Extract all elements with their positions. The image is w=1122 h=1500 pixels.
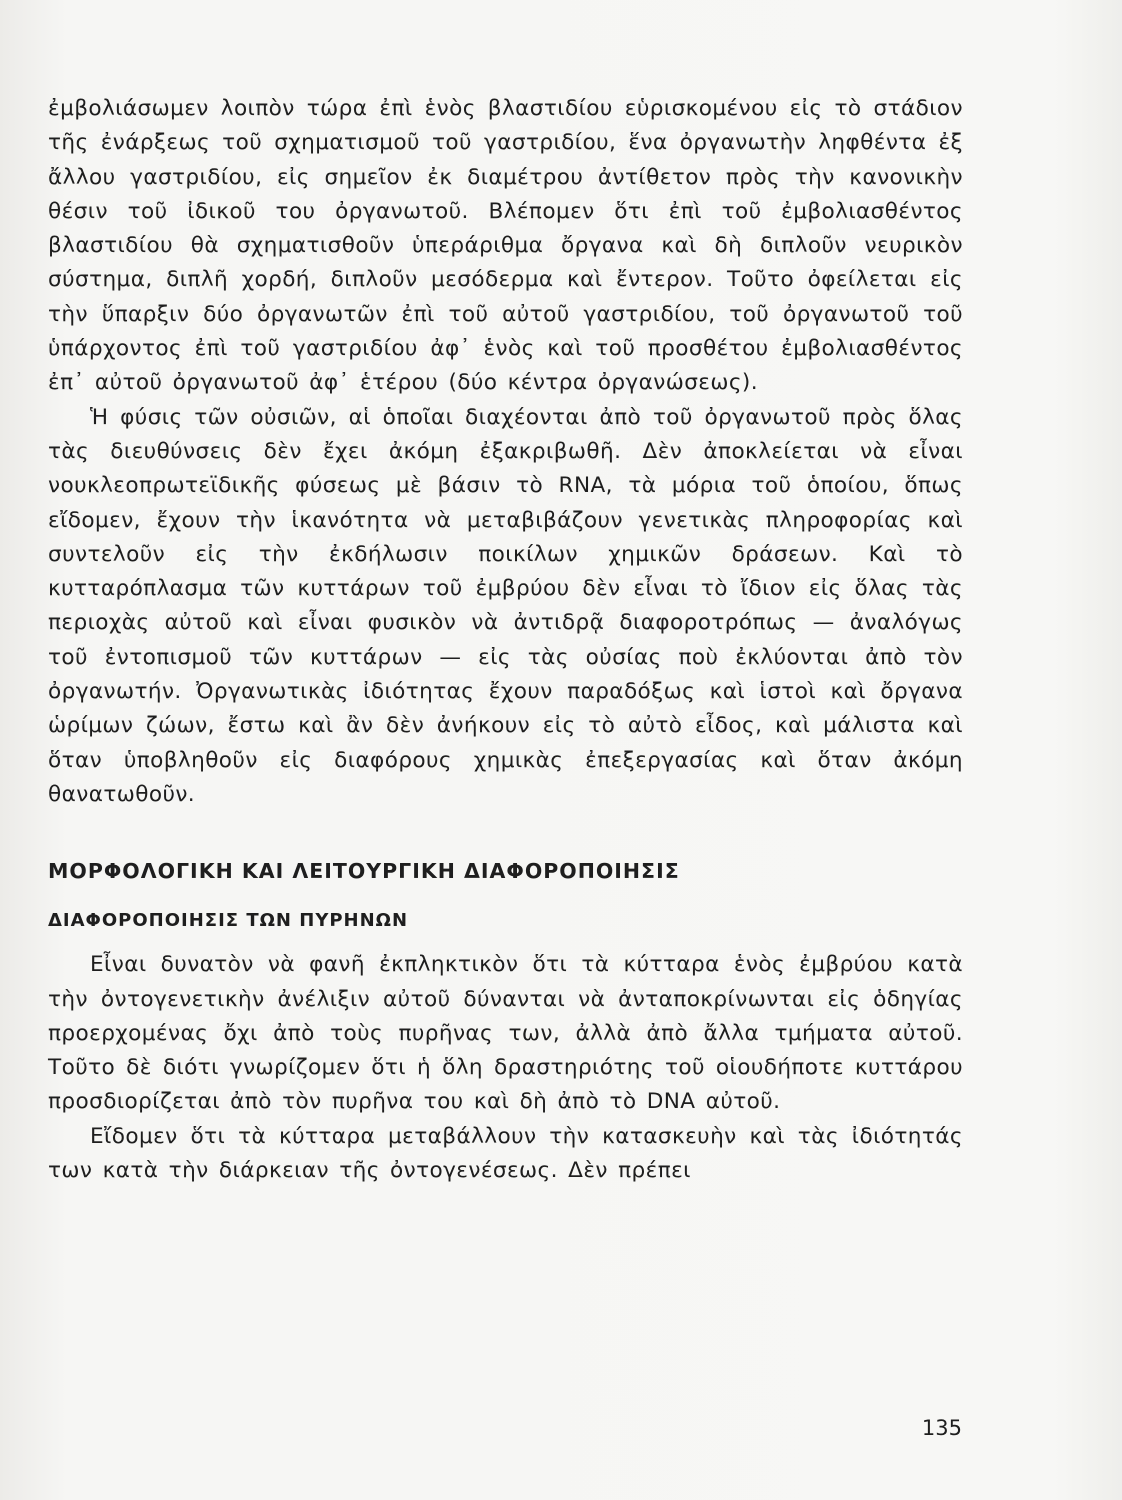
section-heading: ΜΟΡΦΟΛΟΓΙΚΗ ΚΑΙ ΛΕΙΤΟΥΡΓΙΚΗ ΔΙΑΦΟΡΟΠΟΙΗΣΙΣ	[48, 859, 680, 884]
subsection-heading: ΔΙΑΦΟΡΟΠΟΙΗΣΙΣ ΤΩΝ ΠΥΡΗΝΩΝ	[48, 910, 409, 932]
paragraph-nuclear-differentiation: Εἶναι δυνατὸν νὰ φανῆ ἐκπληκτικὸν ὅτι τὰ κύτταρα ἑνὸς ἐμβρύου κατὰ τὴν ὀντογενετικὴν ἀνέλιξιν αὐτοῦ δύνανται νὰ ἀνταποκρίνωνται εἰς ὁδηγίας προερχομένας ὄχι ἀπὸ τοὺς πυρῆνας των, ἀλλὰ ἀπὸ ἄλλα τμήματα αὐτοῦ. Τοῦτο δὲ διότι γνωρίζομεν ὅτι ἡ ὅλη δραστηριότης τοῦ οἱουδήποτε κυττάρου προσδιορίζεται ἀπὸ τὸν πυρῆνα του καὶ δὴ ἀπὸ τὸ DNA αὐτοῦ.	[48, 952, 963, 1115]
paragraph-organizer-substances: Ἡ φύσις τῶν οὐσιῶν, αἱ ὁποῖαι διαχέονται ἀπὸ τοῦ ὀργανωτοῦ πρὸς ὅλας τὰς διευθύνσεις δὲν ἔχει ἀκόμη ἐξακριβωθῆ. Δὲν ἀποκλείεται νὰ εἶναι νουκλεοπρωτεϊδικῆς φύσεως μὲ βάσιν τὸ RNA, τὰ μόρια τοῦ ὁποίου, ὅπως εἴδομεν, ἔχουν τὴν ἱκανότητα νὰ μεταβιβάζουν γενετικὰς πληροφορίας καὶ συντελοῦν εἰς τὴν ἐκδήλωσιν ποικίλων χημικῶν δράσεων. Καὶ τὸ κυτταρόπλασμα τῶν κυττάρων τοῦ ἐμβρύου δὲν εἶναι τὸ ἴδιον εἰς ὅλας τὰς περιοχὰς αὐτοῦ καὶ εἶναι φυσικὸν νὰ ἀντιδρᾷ διαφοροτρόπως — ἀναλόγως τοῦ ἐντοπισμοῦ τῶν κυττάρων — εἰς τὰς οὐσίας ποὺ ἐκλύονται ἀπὸ τὸν ὀργανωτήν. Ὀργανωτικὰς ἰδιότητας ἔχουν παραδόξως καὶ ἱστοὶ καὶ ὄργανα ὡρίμων ζώων, ἔστω καὶ ἂν δὲν ἀνήκουν εἰς τὸ αὐτὸ εἶδος, καὶ μάλιστα καὶ ὅταν ὑποβληθοῦν εἰς διαφόρους χημικὰς ἐπεξεργασίας καὶ ὅταν ἀκόμη θανατωθοῦν.	[48, 404, 963, 807]
paragraph-cell-changes: Εἴδομεν ὅτι τὰ κύτταρα μεταβάλλουν τὴν κατασκευὴν καὶ τὰς ἰδιότητάς των κατὰ τὴν διάρκειαν τῆς ὀντογενέσεως. Δὲν πρέπει	[48, 1123, 963, 1184]
paragraph-grafting-experiment: ἐμβολιάσωμεν λοιπὸν τώρα ἐπὶ ἑνὸς βλαστιδίου εὑρισκομένου εἰς τὸ στάδιον τῆς ἐνάρξεως τοῦ σχηματισμοῦ τοῦ γαστριδίου, ἕνα ὀργανωτὴν ληφθέντα ἐξ ἄλλου γαστριδίου, εἰς σημεῖον ἐκ διαμέτρου ἀντίθετον πρὸς τὴν κανονικὴν θέσιν τοῦ ἰδικοῦ του ὀργανωτοῦ. Βλέπομεν ὅτι ἐπὶ τοῦ ἐμβολιασθέντος βλαστιδίου θὰ σχηματισθοῦν ὑπεράριθμα ὄργανα καὶ δὴ διπλοῦν νευρικὸν σύστημα, διπλῆ χορδή, διπλοῦν μεσόδερμα καὶ ἔντερον. Τοῦτο ὀφείλεται εἰς τὴν ὕπαρξιν δύο ὀργανωτῶν ἐπὶ τοῦ αὐτοῦ γαστριδίου, τοῦ ὀργανωτοῦ τοῦ ὑπάρχοντος ἐπὶ τοῦ γαστριδίου ἀφ᾽ ἑνὸς καὶ τοῦ προσθέτου ἐμβολιασθέντος ἐπ᾽ αὐτοῦ ὀργανωτοῦ ἀφ᾽ ἑτέρου (δύο κέντρα ὀργανώσεως).	[48, 96, 963, 396]
text-column	[48, 92, 963, 1188]
page-number: 135	[921, 1416, 962, 1440]
